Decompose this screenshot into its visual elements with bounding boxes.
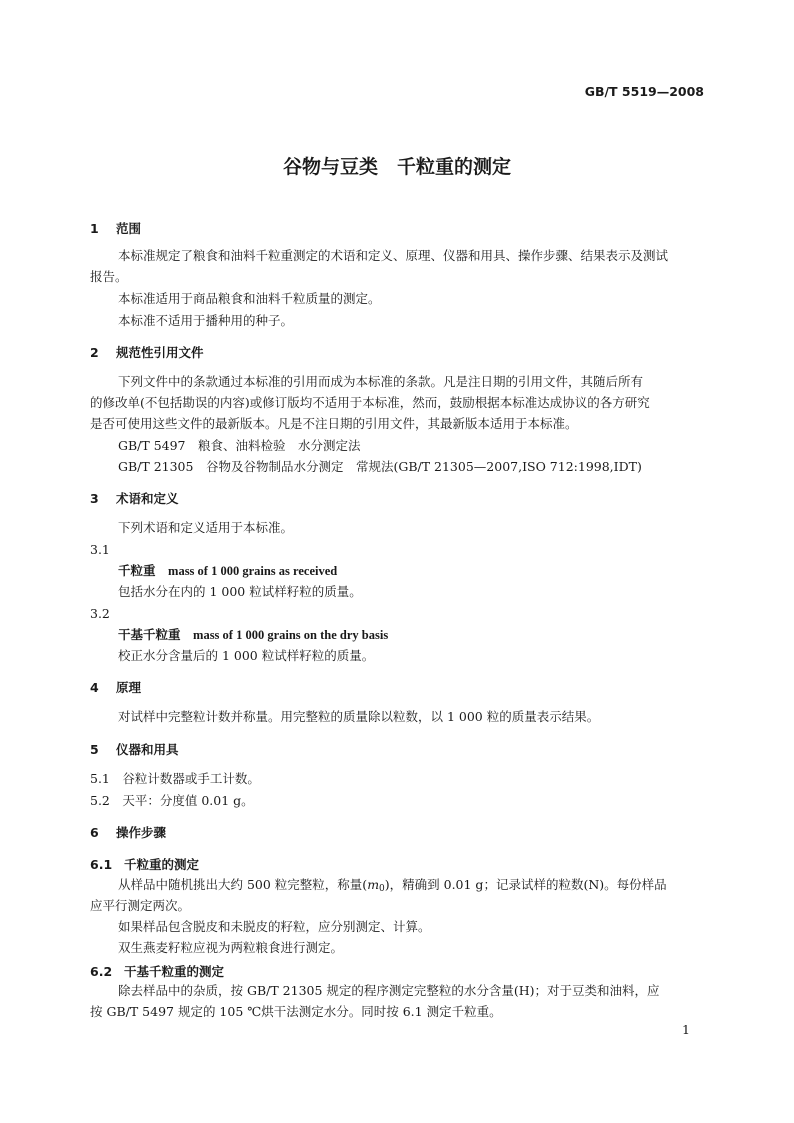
paragraph: 报告。	[90, 269, 128, 284]
term-definition: 包括水分在内的 1 000 粒试样籽粒的质量。	[118, 584, 362, 599]
reference-item: GB/T 21305 谷物及谷物制品水分测定 常规法(GB/T 21305—2007,ISO 712:1998,IDT)	[118, 459, 642, 474]
paragraph: 除去样品中的杂质，按 GB/T 21305 规定的程序测定完整粒的水分含量(H)；对于豆类和油料，应	[118, 983, 660, 998]
paragraph: 下列文件中的条款通过本标准的引用而成为本标准的条款。凡是注日期的引用文件，其随后所有	[118, 374, 644, 389]
standard-number: GB/T 5519—2008	[584, 84, 704, 99]
paragraph: 从样品中随机挑出大约 500 粒完整粒，称量$(m_0)$，精确到 0.01 g；记录试样的粒数(N)。每份样品	[118, 877, 667, 894]
paragraph: 下列术语和定义适用于本标准。	[118, 520, 294, 535]
section-heading-6: 6 操作步骤	[90, 825, 167, 840]
paragraph: 按 GB/T 5497 规定的 105 ℃烘干法测定水分。同时按 6.1 测定千粒重。	[90, 1004, 502, 1019]
paragraph: 的修改单(不包括勘误的内容)或修订版均不适用于本标准，然而，鼓励根据本标准达成协议的各方研究	[90, 395, 650, 410]
term-title: 千粒重 mass of 1 000 grains as received	[118, 563, 338, 578]
term-definition: 校正水分含量后的 1 000 粒试样籽粒的质量。	[118, 648, 375, 663]
reference-item: GB/T 5497 粮食、油料检验 水分测定法	[118, 438, 361, 453]
term-number: 3.2	[90, 606, 110, 621]
subsection-heading-6-1: 6.1 千粒重的测定	[90, 857, 200, 872]
page-title: 谷物与豆类 千粒重的测定	[282, 156, 511, 178]
list-item: 5.1 谷粒计数器或手工计数。	[90, 771, 260, 786]
paragraph: 如果样品包含脱皮和未脱皮的籽粒，应分别测定、计算。	[118, 919, 431, 934]
section-heading-1: 1 范围	[90, 221, 142, 236]
paragraph: 应平行测定两次。	[90, 898, 191, 913]
paragraph: 对试样中完整粒计数并称量。用完整粒的质量除以粒数，以 1 000 粒的质量表示结果。	[118, 709, 600, 724]
paragraph: 双生燕麦籽粒应视为两粒粮食进行测定。	[118, 940, 344, 955]
term-number: 3.1	[90, 542, 110, 557]
paragraph: 是否可使用这些文件的最新版本。凡是不注日期的引用文件，其最新版本适用于本标准。	[90, 416, 578, 431]
paragraph: 本标准不适用于播种用的种子。	[118, 313, 294, 328]
section-heading-3: 3 术语和定义	[90, 491, 179, 506]
paragraph: 本标准规定了粮食和油料千粒重测定的术语和定义、原理、仪器和用具、操作步骤、结果表示及测试	[118, 248, 669, 263]
section-heading-5: 5 仪器和用具	[90, 742, 179, 757]
list-item: 5.2 天平：分度值 0.01 g。	[90, 793, 254, 808]
term-title: 干基千粒重 mass of 1 000 grains on the dry basis	[118, 627, 389, 642]
section-heading-2: 2 规范性引用文件	[90, 345, 204, 360]
page-number: 1	[682, 1022, 690, 1037]
section-heading-4: 4 原理	[90, 680, 142, 695]
subsection-heading-6-2: 6.2 干基千粒重的测定	[90, 964, 225, 979]
paragraph: 本标准适用于商品粮食和油料千粒质量的测定。	[118, 291, 381, 306]
